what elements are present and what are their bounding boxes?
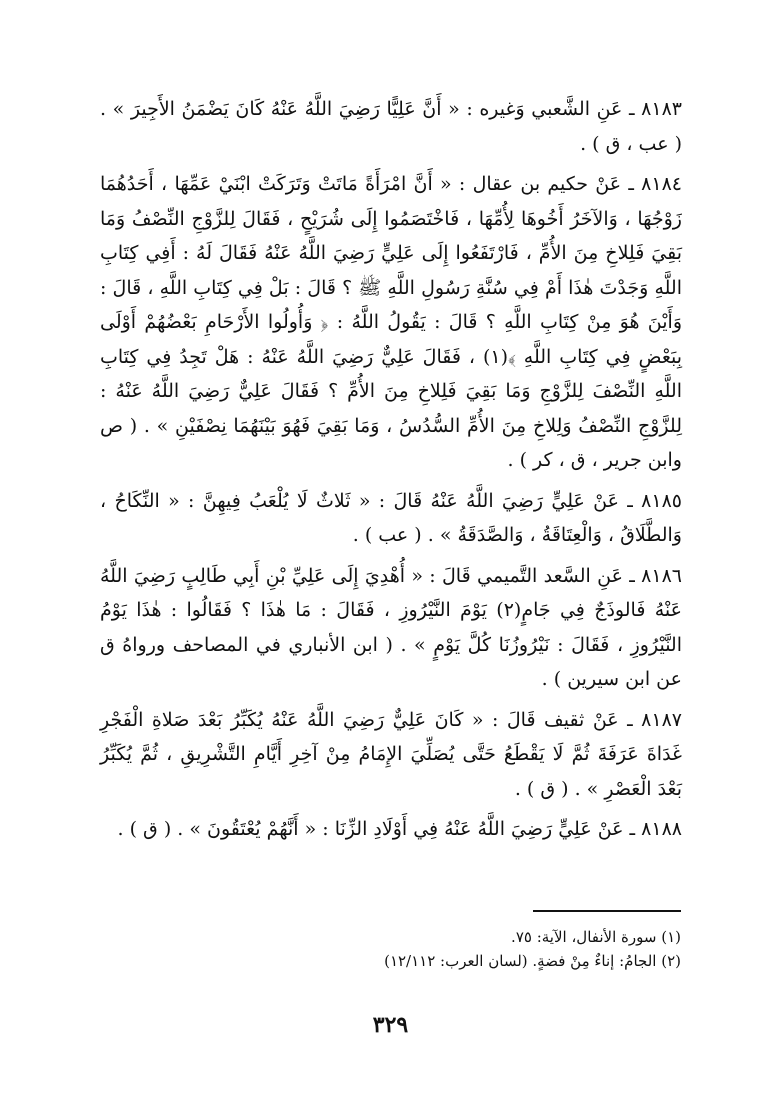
hadith-entry-8184: ٨١٨٤ ـ عَنْ حكيم بن عقال : « أَنَّ امْرَأَةً مَاتَتْ وَتَرَكَتْ ابْنَيْ عَمِّهَا ، أَحَدُهُمَا زَوْجُهَا ، وَالآخَرُ أَخُوهَا لِأُمِّهَا ، فَاخْتَصَمُوا إِلَى شُرَيْحٍ ، فَقَالَ لِلزَّوْجِ النِّصْفُ وَمَا بَقِيَ فَلِلاخِ مِنَ الأُمِّ ، فَارْتَفَعُوا إِلَى عَلِيٍّ رَضِيَ اللَّهُ عَنْهُ فَقَالَ لَهُ : أَفِي كِتَابِ اللَّهِ وَجَدْتَ هٰذَا أَمْ فِي سُنَّةِ رَسُولِ اللَّهِ ﷺ ؟ قَالَ : بَلْ فِي كِتَابِ اللَّهِ ، قَالَ : وَأَيْنَ هُوَ مِنْ كِتَابِ اللَّهِ ؟ قَالَ : يَقُولُ اللَّهُ : ﴿ وَأُولُوا الأَرْحَامِ بَعْضُهُمْ أَوْلَى بِبَعْضٍ فِي كِتَابِ اللَّهِ ﴾(١) ، فَقَالَ عَلِيٌّ رَضِيَ اللَّهُ عَنْهُ : هَلْ تَجِدُ فِي كِتَابِ اللَّهِ النِّصْفَ لِلزَّوْجِ وَمَا بَقِيَ فَلِلاخِ مِنَ الأُمِّ ؟ فَقَالَ عَلِيٌّ رَضِيَ اللَّهُ عَنْهُ : لِلزَّوْجِ النِّصْفُ وَلِلاخِ مِنَ الأُمِّ السُّدُسُ ، وَمَا بَقِيَ فَهُوَ بَيْنَهُمَا نِصْفَيْنِ » . ( ص وابن جرير ، ق ، كر ) . [100, 173, 683, 471]
footnotes [300, 925, 681, 973]
hadith-entry-8185: ٨١٨٥ ـ عَنْ عَلِيٍّ رَضِيَ اللَّهُ عَنْهُ قَالَ : « ثَلاثٌ لَا يُلْعَبُ فِيهِنَّ : « النِّكَاحُ ، وَالطَّلَاقُ ، وَالْعِتَاقَةُ ، وَالصَّدَقَةُ » . ( عب ) . [100, 489, 682, 546]
main-text [100, 92, 682, 847]
footnote-2: (٢) الجامُ: إناءٌ مِنْ فضةٍ. (لسان العرب: ١٢/١١٢) [384, 952, 681, 970]
footnote-1: (١) سورة الأنفال، الآية: ٧٥. [511, 928, 681, 946]
hadith-entry-8188: ٨١٨٨ ـ عَنْ عَلِيٍّ رَضِيَ اللَّهُ عَنْهُ فِي أَوْلَادِ الزِّنَا : « أَنَّهُمْ يُعْتَقُونَ » . ( ق ) . [117, 818, 682, 840]
hadith-entry-8187: ٨١٨٧ ـ عَنْ ثقيف قَالَ : « كَانَ عَلِيٌّ رَضِيَ اللَّهُ عَنْهُ يُكَبِّرُ بَعْدَ صَلاةِ الْفَجْرِ غَدَاةَ عَرَفَةَ ثُمَّ لَا يَقْطَعُ حَتَّى يُصَلِّيَ الإِمَامُ مِنْ آخِرِ أَيَّامِ التَّشْرِيقِ ، ثُمَّ يُكَبِّرُ بَعْدَ الْعَصْرِ » . ( ق ) . [100, 708, 682, 800]
hadith-entry-8183: ٨١٨٣ ـ عَنِ الشَّعبي وَغيره : « أَنَّ عَلِيًّا رَضِيَ اللَّهُ عَنْهُ كَانَ يَضْمَنُ الأَجِيرَ » . ( عب ، ق ) . [100, 98, 682, 155]
footnote-separator [533, 910, 681, 912]
page-number: ٣٢٩ [372, 1012, 409, 1038]
hadith-entry-8186: ٨١٨٦ ـ عَنِ السَّعد التَّميمي قَالَ : « أُهْدِيَ إِلَى عَلِيِّ بْنِ أَبِي طَالِبٍ رَضِيَ اللَّهُ عَنْهُ فَالوذَجٌ فِي جَامٍ(٢) يَوْمَ النَّيْرُوزِ ، فَقَالَ : مَا هٰذَا ؟ فَقَالُوا : هٰذَا يَوْمُ النَّيْرُوزِ ، فَقَالَ : نَيْرُوزُنَا كُلَّ يَوْمٍ » . ( ابن الأنباري في المصاحف ورواهُ ق عن ابن سيرين ) . [100, 564, 682, 690]
